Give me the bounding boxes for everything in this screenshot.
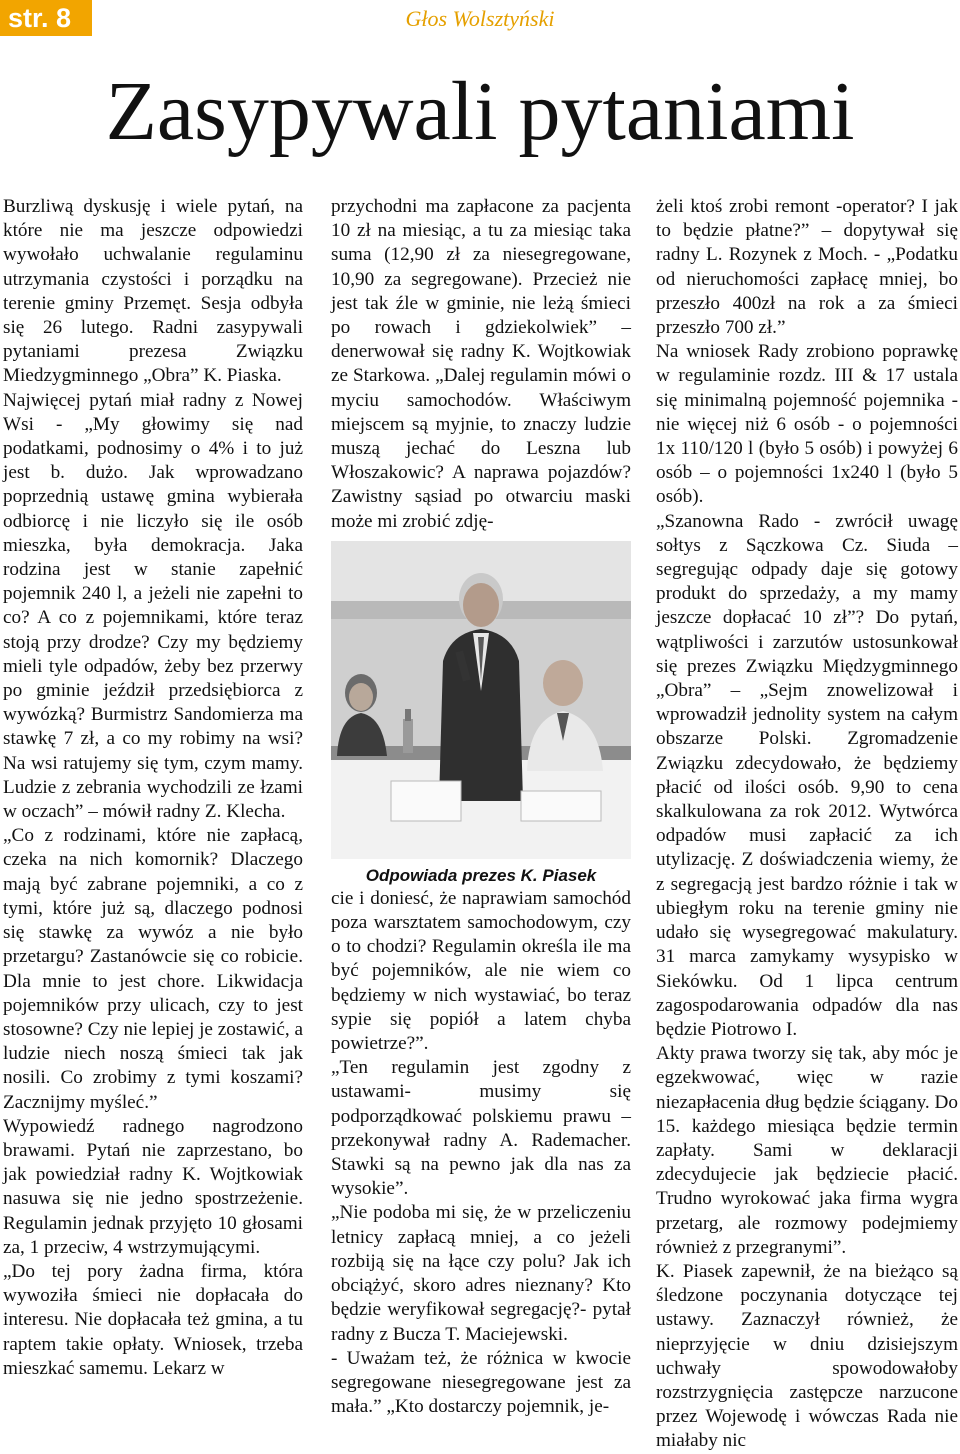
- paragraph: Wypowiedź radnego nagrodzono brawami. Pytań nie zaprzestano, bo jak powiedział radny K. Wojtkowiak nasuwa się nie jedno spostrzeżenie. Regulamin jednak przyjęto 10 głosami za, 1 przeciw, 4 wstrzymującymi.: [3, 1115, 303, 1258]
- article-headline: Zasypywali pytaniami: [105, 65, 855, 158]
- article-column-3: [656, 195, 958, 1454]
- paragraph: „Do tej pory żadna firma, która wywoziła śmieci nie dopłacała do interesu. Nie dopłacała też gmina, a tu raptem takie opłaty. Wniosek, trzeba mieszkać samemu. Lekarz w: [3, 1260, 303, 1379]
- article-column-1: [3, 195, 303, 1381]
- paragraph: żeli ktoś zrobi remont -operator? I jak to będzie płatne?” – dopytywał się radny L. Rozynek z Moch. - „Podatku od nieruchomości zapłacę mniej, bo przeszło 400zł na rok a za śmieci przeszło 700 zł.”: [656, 196, 958, 339]
- paragraph: Na wniosek Rady zrobiono poprawkę w regulaminie rozdz. III & 17 ustala się minimalną pojemność pojemnika - nie więcej niż 6 osób - o pojemności 1x 110/120 l (było 5 osób) i powyżej 6 osób – o pojemności 1x240 l (było 5 osób).: [656, 341, 958, 508]
- newspaper-name: Głos Wolsztyński: [405, 6, 555, 31]
- paragraph: K. Piasek zapewnił, że na bieżąco są śledzone poczynania dotyczące tej ustawy. Zaznaczył również, że nieprzyjęcie w dniu dzisiejszym uchwały spowodowałoby rozstrzygnięcia zastępcze narzucone przez Wojewodę i wówczas Rada nie miałaby nic: [656, 1260, 958, 1452]
- article-photo: [331, 541, 631, 859]
- photo-caption: Odpowiada prezes K. Piasek: [365, 865, 597, 885]
- paragraph: przychodni ma zapłacone za pacjenta 10 zł na miesiąc, a tu za miesiąc taka suma (12,90 zł za niesegregowane, 10,90 za segregowane). Przecież nie jest tak źle w gminie, nie leżą śmieci po rowach i gdziekolwiek” – denerwował się radny K. Wojtkowiak ze Starkowa. „Dalej regulamin mówi o myciu samochodów. Właściwym miejscem są myjnie, to znaczy ludzie muszą jechać do Leszna lub Włoszakowic? A naprawa pojazdów? Zawistny sąsiad po otwarciu maski może mi zrobić zdję-: [331, 196, 631, 532]
- paragraph: - Uważam też, że różnica w kwocie segregowane niesegregowane jest za mała.” „Kto dostarczy pojemnik, je-: [331, 1347, 631, 1418]
- paragraph: „Co z rodzinami, które nie zapłacą, czeka na nich komornik? Dlaczego mają być zabrane pojemniki, a co z tymi, które już są, dlaczego podnosi się stawkę za wywóz a nie było przetargu? Zastanówcie się co robicie. Dla mnie to jest chore. Likwidacja pojemników przy ulicach, czy to jest stosowne? Czy nie lepiej je zostawić, a ludzie niech noszą śmieci tak jak nosili. Co zrobimy z tymi koszami? Zacznijmy myśleć.”: [3, 825, 303, 1113]
- page-number-badge: str. 8: [0, 0, 92, 36]
- paragraph: Najwięcej pytań miał radny z Nowej Wsi - „My głowimy się nad podatkami, podnosimy o 4% i to już jest b. dużo. Jak wprowadzano poprzednią ustawę gmina wybierała odbiorcę i nie liczyło się ile osób mieszka, była demokracja. Jaka rodzina jest w stanie zapełnić pojemnik 240 l, a jeżeli nie zapełni to co? A co z pojemnikami, które teraz stoją przy drodze? Czy my będziemy mieli tyle odpadów, żeby bez przerwy po gminie jeździł przedsiębiorca z wywózką? Burmistrz Sandomierza ma stawkę 7 zł, a co my robimy na wsi? Na wsi ratujemy się tym, czym mamy. Ludzie z zebrania wychodzili ze łzami w oczach” – mówił radny Z. Klecha.: [3, 389, 303, 823]
- page-header: [0, 0, 960, 36]
- paragraph: Akty prawa tworzy się tak, aby móc je egzekwować, więc w razie niezapłacenia dług będzie ściągany. Do 15. każdego miesiąca będzie termin zapłaty. Sami w deklaracji zdecydujecie jak będziecie płacić. Trudno wyrokować jaka firma wygra przetarg, ale rozmowy podejmiemy również z przegranymi”.: [656, 1043, 958, 1258]
- paragraph: „Nie podoba mi się, że w przeliczeniu letnicy zapłacą mniej, a co jeżeli rozbiją się na łące czy polu? Jak ich obciążyć, skoro adres nieznany? Kto będzie weryfikował segregację?- pytał radny z Bucza T. Maciejewski.: [331, 1202, 631, 1345]
- paragraph: cie i doniesć, że naprawiam samochód poza warsztatem samochodowym, czy o to chodzi? Regulamin określa ile ma być pojemników, ale nie wiem co będziemy w nich wystawiać, bo teraz sypie się popiół a latem chyba powietrze?”.: [331, 887, 631, 1055]
- article-column-2: [331, 195, 631, 1419]
- paragraph: Burzliwą dyskusję i wiele pytań, na które nie ma jeszcze odpowiedzi wywołało uchwalanie regulaminu utrzymania czystości i porządku na terenie gminy Przemęt. Sesja odbyła się 26 lutego. Radni zasypywali pytaniami prezesa Związku Miedzygminnego „Obra” K. Piaska.: [3, 196, 303, 387]
- paragraph: „Szanowna Rado - zwrócił uwagę sołtys z Sączkowa Cz. Siuda –segregując odpady daje się gotowy produkt do sprzedaży, a my mamy jeszcze dopłacać 10 zł”? Do pytań, wątpliwości i zarzutów ustosunkował się prezes Związku Międzygminnego „Obra” – „Sejm znowelizował i wprowadził jednolity system na całym obszarze Polski. Zgromadzenie Związku zdecydowało, że będziemy płacić od ilości osób. 9,90 to cena skalkulowana za rok 2012. Wytwórca odpadów musi zapłacić za ich utylizację. Z doświadczenia wiemy, że z segregacją jest bardzo różnie i tak w ubiegłym roku na terenie gminy nie udało się wysegregować makulatury. 31 marca zamykamy wysypisko w Siekówku. Od 1 lipca centrum zagospodarowania odpadów dla nas będzie Piotrowo I.: [656, 510, 958, 1040]
- meeting-photo-illustration: [331, 541, 631, 859]
- paragraph: „Ten regulamin jest zgodny z ustawami- musimy się podporządkować polskiemu prawu –przekonywał radny A. Rademacher. Stawki są na pewno jak dla nas za wysokie”.: [331, 1057, 631, 1200]
